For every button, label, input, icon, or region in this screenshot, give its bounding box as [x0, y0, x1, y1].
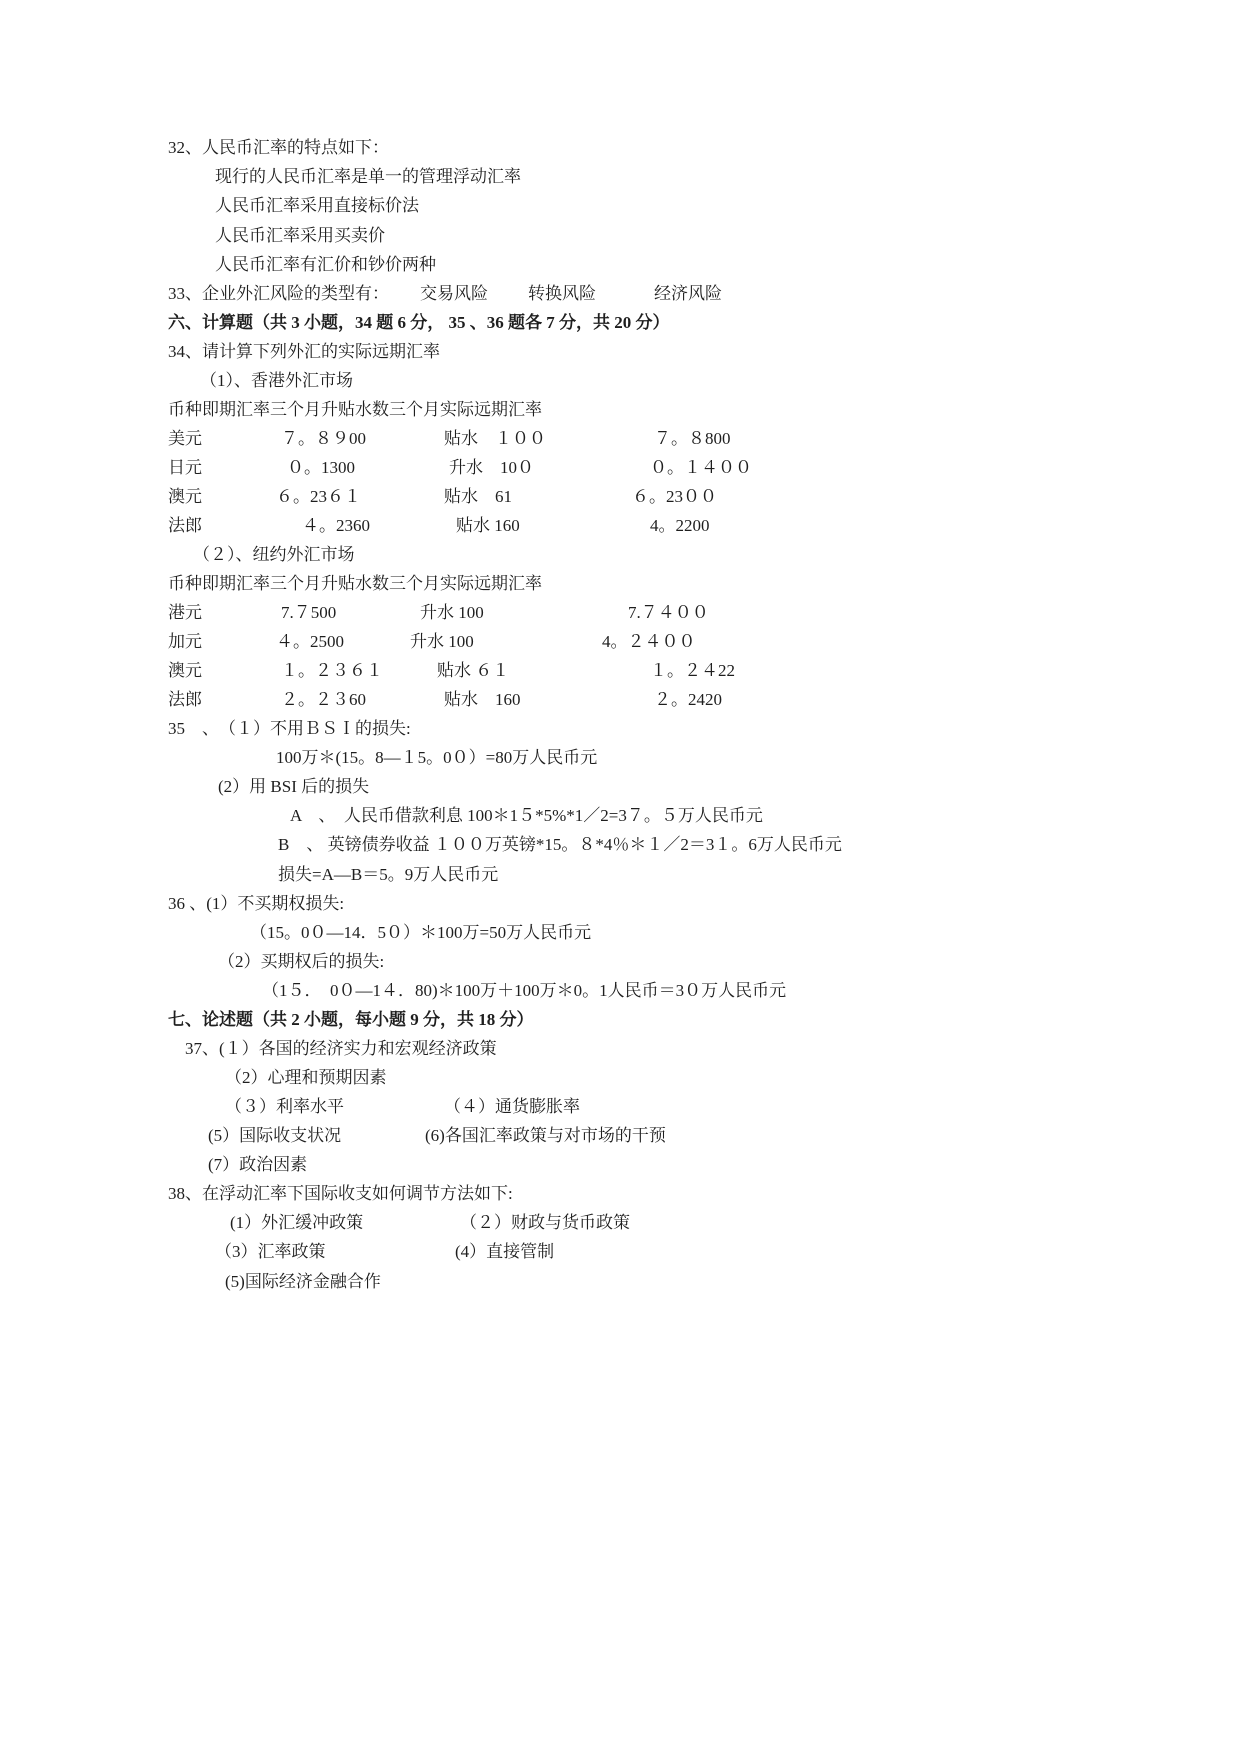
- q36-line-3: （2）买期权后的损失:: [218, 952, 385, 971]
- q37-item-2: （2）心理和预期因素: [225, 1068, 387, 1087]
- ny-row-swap: 贴水 ６１: [437, 661, 510, 680]
- q37-item-7: (7）政治因素: [208, 1155, 308, 1174]
- hk-row-spot: ６。23６１: [276, 487, 361, 506]
- q36-line-1: 36 、(1）不买期权损失:: [168, 894, 345, 913]
- ny-row-spot: ２。２３60: [281, 690, 366, 709]
- q36-line-4: （1５． 0０—1４．80)＊100万＋100万＊0。1人民币＝3０万人民币元: [262, 981, 787, 1000]
- q37-item-5: (5）国际收支状况: [208, 1126, 342, 1145]
- ny-row-spot: 7.７500: [281, 603, 337, 622]
- hk-row-forward: 4。2200: [650, 516, 710, 535]
- q35-line-6: 损失=A—B＝5。9万人民币元: [278, 865, 499, 884]
- hk-row-spot: ７。８９00: [281, 429, 366, 448]
- hk-row-currency: 美元: [168, 429, 202, 448]
- hk-row-currency: 澳元: [168, 487, 202, 506]
- q38-item-2: （２）财政与货币政策: [460, 1213, 630, 1232]
- hk-row-spot: ０。1300: [287, 458, 355, 477]
- hk-market-label: （1）、香港外汇市场: [200, 371, 353, 390]
- q33-title: 33、企业外汇风险的类型有：: [168, 284, 389, 303]
- hk-row-currency: 日元: [168, 458, 202, 477]
- q32-title: 32、人民币汇率的特点如下：: [168, 138, 389, 157]
- q32-point-4: 人民币汇率有汇价和钞价两种: [215, 255, 436, 274]
- hk-row-forward: ７。８800: [654, 429, 731, 448]
- hk-row-forward: ６。23００: [632, 487, 717, 506]
- q35-line-3: (2）用 BSI 后的损失: [218, 777, 370, 796]
- q35-line-4: A 、 人民币借款利息 100＊1５*5%*1／2=3７。５万人民币元: [290, 806, 763, 825]
- ny-row-currency: 澳元: [168, 661, 202, 680]
- q34-title: 34、请计算下列外汇的实际远期汇率: [168, 342, 440, 361]
- q32-point-2: 人民币汇率采用直接标价法: [215, 196, 419, 215]
- ny-market-label: （２）、纽约外汇市场: [193, 545, 355, 564]
- q38-item-5: (5)国际经济金融合作: [225, 1272, 381, 1291]
- hk-table-header: 币种即期汇率三个月升贴水数三个月实际远期汇率: [168, 400, 542, 419]
- q35-line-2: 100万＊(15。8—１5。0０）=80万人民币元: [276, 748, 598, 767]
- section7-heading: 七、论述题（共 2 小题，每小题 9 分，共 18 分）: [168, 1010, 534, 1029]
- hk-row-spot: ４。2360: [302, 516, 370, 535]
- q38-item-4: (4）直接管制: [455, 1242, 555, 1261]
- q36-line-2: （15。0０—14．5０）＊100万=50万人民币元: [250, 923, 592, 942]
- ny-row-spot: １。２３６１: [281, 661, 383, 680]
- q35-line-5: B 、 英镑债券收益 １００万英镑*15。８*4％＊１／2＝3１。6万人民币元: [278, 835, 842, 854]
- hk-row-swap: 贴水 １００: [444, 429, 546, 448]
- q32-point-3: 人民币汇率采用买卖价: [215, 226, 385, 245]
- ny-row-forward: 4。２４００: [602, 632, 696, 651]
- ny-row-forward: 7.７４００: [628, 603, 709, 622]
- hk-row-swap: 贴水 160: [456, 516, 520, 535]
- ny-row-swap: 升水 100: [410, 632, 474, 651]
- section6-heading: 六、计算题（共 3 小题，34 题 6 分， 35 、36 题各 7 分，共 20 分）: [168, 313, 670, 332]
- ny-table-header: 币种即期汇率三个月升贴水数三个月实际远期汇率: [168, 574, 542, 593]
- q37-item-3: （３）利率水平: [225, 1097, 344, 1116]
- q38-item-1: (1）外汇缓冲政策: [230, 1213, 364, 1232]
- ny-row-forward: ２。2420: [654, 690, 722, 709]
- q38-title: 38、在浮动汇率下国际收支如何调节方法如下:: [168, 1184, 513, 1203]
- q35-line-1: 35 、 （１）不用ＢＳＩ的损失:: [168, 719, 411, 738]
- ny-row-currency: 加元: [168, 632, 202, 651]
- hk-row-swap: 贴水 61: [444, 487, 512, 506]
- q33-type-transaction: 交易风险: [420, 284, 488, 303]
- hk-row-forward: ０。１４００: [650, 458, 752, 477]
- ny-row-swap: 贴水 160: [444, 690, 521, 709]
- ny-row-currency: 法郎: [168, 690, 202, 709]
- q33-type-economic: 经济风险: [654, 284, 722, 303]
- hk-row-currency: 法郎: [168, 516, 202, 535]
- hk-row-swap: 升水 10０: [449, 458, 534, 477]
- q37-item-6: (6)各国汇率政策与对市场的干预: [425, 1126, 666, 1145]
- ny-row-currency: 港元: [168, 603, 202, 622]
- q38-item-3: （3）汇率政策: [215, 1242, 326, 1261]
- ny-row-swap: 升水 100: [420, 603, 484, 622]
- q37-title: 37、(１）各国的经济实力和宏观经济政策: [185, 1039, 497, 1058]
- q32-point-1: 现行的人民币汇率是单一的管理浮动汇率: [215, 167, 521, 186]
- ny-row-forward: １。２４22: [650, 661, 735, 680]
- q37-item-4: （４）通货膨胀率: [444, 1097, 580, 1116]
- ny-row-spot: ４。2500: [276, 632, 344, 651]
- q33-type-translation: 转换风险: [528, 284, 596, 303]
